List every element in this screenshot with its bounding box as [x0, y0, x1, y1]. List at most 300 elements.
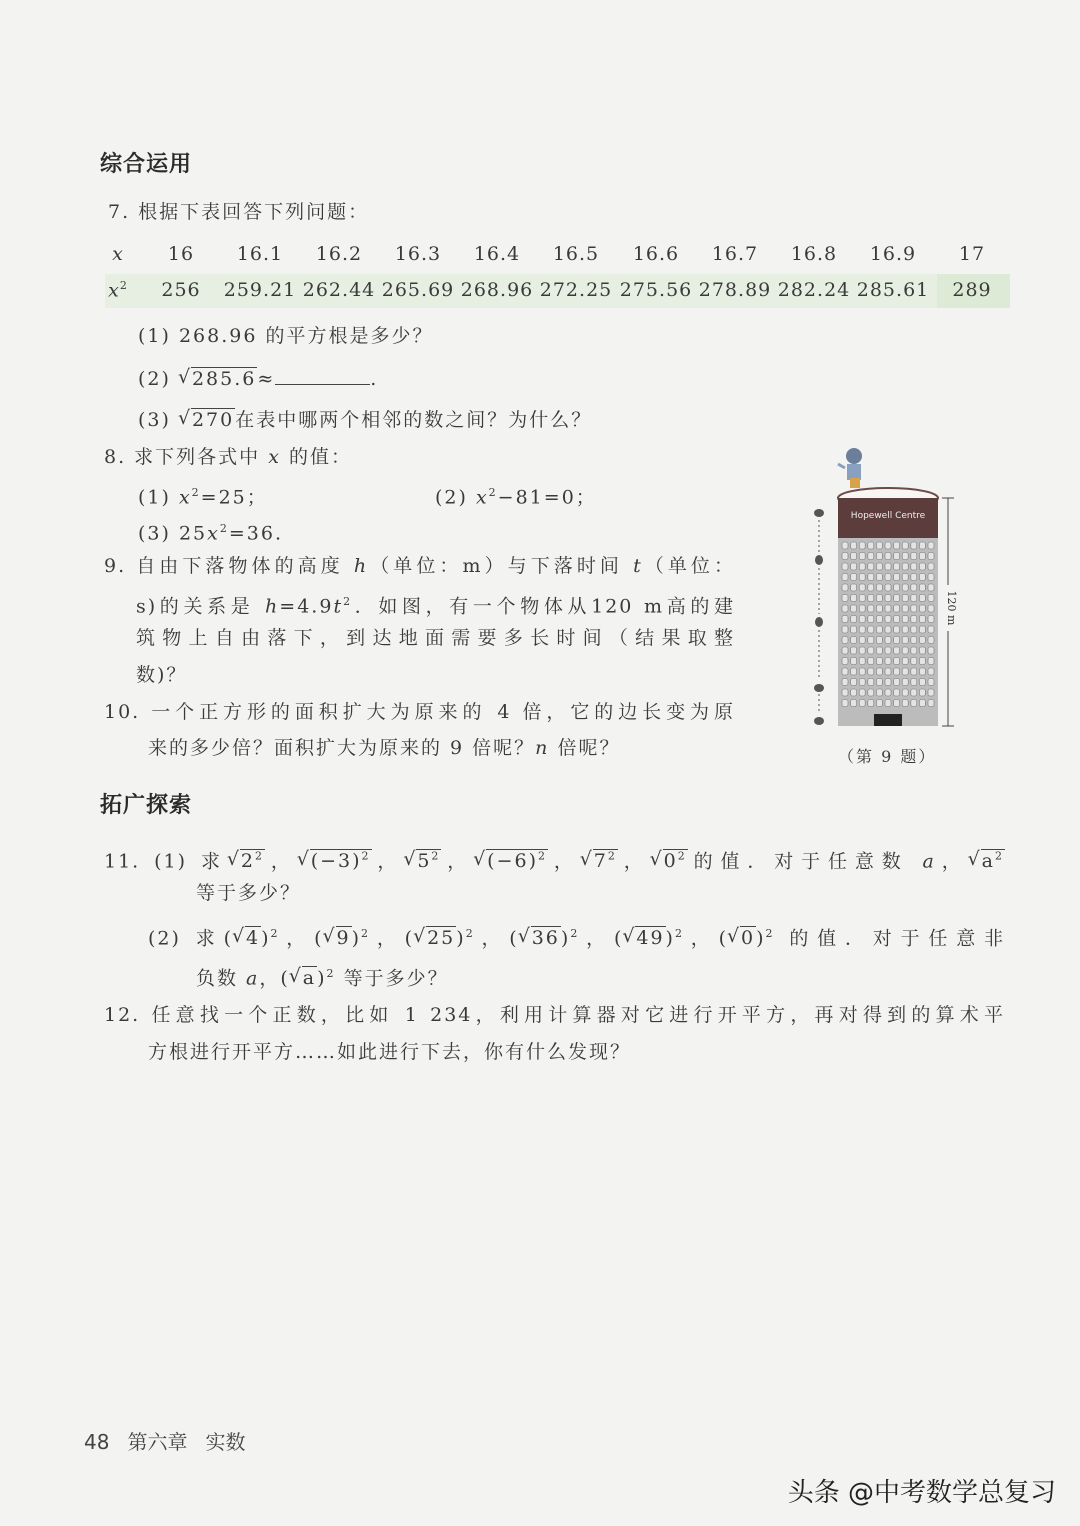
window	[919, 605, 925, 612]
window	[859, 584, 865, 591]
window	[859, 668, 865, 675]
text: 的值：	[280, 446, 352, 468]
window	[842, 584, 848, 591]
window	[885, 647, 891, 654]
window	[868, 647, 874, 654]
window	[851, 563, 857, 570]
table-cell-x: 16.5	[552, 243, 600, 265]
row-label-x: x	[112, 243, 124, 265]
window	[842, 553, 848, 560]
text: (3)	[138, 409, 179, 431]
window	[894, 679, 900, 686]
exponent: 2	[219, 522, 229, 535]
radicand: a	[302, 967, 317, 990]
window	[851, 658, 857, 665]
radicand: 270	[191, 409, 235, 431]
height-dimension	[941, 498, 958, 726]
table-cell-x-squared: 262.44	[302, 279, 376, 301]
window	[851, 668, 857, 675]
table-cell-x: 16.9	[869, 243, 917, 265]
window	[911, 668, 917, 675]
window	[876, 616, 882, 623]
text: )	[560, 927, 571, 950]
window	[876, 637, 882, 644]
window	[859, 626, 865, 633]
window	[842, 647, 848, 654]
window	[911, 605, 917, 612]
window	[894, 616, 900, 623]
table-cell-x: 16	[167, 243, 195, 265]
window	[885, 563, 891, 570]
table-cell-x-squared: 275.56	[619, 279, 693, 301]
window	[851, 637, 857, 644]
window	[851, 689, 857, 696]
chapter-label: 第六章	[127, 1430, 188, 1454]
window	[911, 553, 917, 560]
window	[919, 616, 925, 623]
row-label-x-squared	[108, 279, 128, 301]
window	[842, 595, 848, 602]
text: 倍呢？	[549, 737, 621, 759]
radicand: (−6)	[487, 850, 539, 873]
page-footer	[84, 1426, 263, 1455]
window	[851, 679, 857, 686]
text: 10. 一个正方形的面积扩大为原来的 4 倍，它的边长变为原	[104, 701, 735, 723]
window	[859, 553, 865, 560]
window	[868, 700, 874, 707]
window	[851, 616, 857, 623]
radicand: 36	[531, 927, 560, 950]
window	[859, 574, 865, 581]
square-root	[531, 926, 561, 949]
exponent: 2	[674, 927, 684, 940]
square-root	[486, 849, 548, 872]
window	[894, 574, 900, 581]
window	[851, 595, 857, 602]
square-root	[981, 849, 1005, 872]
text: (1)	[138, 486, 179, 509]
window	[859, 563, 865, 570]
window	[919, 563, 925, 570]
square-root	[426, 926, 456, 949]
text: )	[261, 927, 271, 950]
text: (3) 25	[138, 522, 208, 545]
text: 数)？	[136, 664, 188, 686]
window	[859, 637, 865, 644]
text: 8. 求下列各式中	[104, 446, 269, 468]
variable: h	[353, 555, 369, 577]
radicand: 9	[336, 927, 351, 950]
falling-object-icon	[814, 509, 824, 725]
text-line	[138, 324, 433, 348]
window	[842, 626, 848, 633]
window	[885, 605, 891, 612]
window	[876, 595, 882, 602]
text-line	[104, 1003, 1005, 1027]
window	[842, 616, 848, 623]
window	[868, 689, 874, 696]
table-cell-x-squared: 259.21	[223, 279, 297, 301]
window	[876, 553, 882, 560]
window	[859, 542, 865, 549]
building-label: Hopewell Centre	[850, 511, 926, 521]
window	[902, 584, 908, 591]
square-root	[240, 849, 265, 872]
text: 9. 自由下落物体的高度	[104, 555, 354, 577]
window	[919, 553, 925, 560]
radicand: 49	[636, 927, 665, 950]
window	[868, 595, 874, 602]
window	[859, 689, 865, 696]
text: )	[456, 927, 466, 950]
exponent: 2	[488, 486, 498, 499]
window	[894, 584, 900, 591]
text-line	[104, 845, 1005, 873]
window	[842, 542, 848, 549]
square-root	[663, 849, 688, 872]
window	[894, 553, 900, 560]
window	[868, 553, 874, 560]
window	[919, 626, 925, 633]
window	[911, 647, 917, 654]
window	[919, 668, 925, 675]
window	[911, 616, 917, 623]
exponent: 2	[538, 850, 548, 863]
table-cell-x: 16.3	[394, 243, 442, 265]
exponent: 2	[465, 927, 475, 940]
square-root	[416, 849, 441, 872]
window	[902, 689, 908, 696]
window	[885, 616, 891, 623]
text: ．如图，有一个物体从120 m高的建	[352, 595, 735, 618]
window	[911, 626, 917, 633]
window	[902, 658, 908, 665]
text-line	[435, 481, 597, 509]
exponent: 2	[326, 967, 336, 980]
section-title-extension: 拓广探索	[100, 793, 193, 818]
text: ，(	[474, 927, 519, 950]
table-cell-x: 16.4	[473, 243, 521, 265]
text: 的值．对于任意数	[687, 850, 923, 873]
figure-caption: （第 9 题）	[838, 747, 937, 766]
text-line	[196, 962, 449, 990]
exponent: 2	[607, 850, 617, 863]
window	[928, 616, 934, 623]
exponent: 2	[254, 850, 264, 863]
variable: x	[268, 446, 281, 468]
text: ，	[935, 850, 969, 873]
window	[894, 700, 900, 707]
table-cell-x-squared: 282.24	[777, 279, 851, 301]
window	[842, 574, 848, 581]
exponent: 2	[570, 927, 580, 940]
section-title-comprehensive: 综合运用	[100, 152, 193, 177]
exponent: 2	[191, 486, 201, 499]
exponent: 2	[765, 927, 775, 940]
exponent: 2	[270, 927, 280, 940]
table-cell-x-squared: 256	[161, 279, 201, 301]
text: ，(	[579, 927, 624, 950]
table-row-x-squared	[105, 274, 1010, 308]
text-line	[104, 445, 352, 469]
height-label: 120 m	[945, 590, 958, 626]
text: ，	[548, 850, 581, 873]
window	[876, 700, 882, 707]
text: 来的多少倍？面积扩大为原来的 9 倍呢？	[148, 737, 536, 759]
window	[885, 679, 891, 686]
text: （单位：m）与下落时间	[368, 555, 634, 577]
text: )	[351, 927, 362, 950]
square-root	[336, 926, 352, 949]
window	[885, 542, 891, 549]
window	[911, 689, 917, 696]
window	[902, 542, 908, 549]
text: 7. 根据下表回答下列问题：	[108, 201, 370, 223]
window	[842, 563, 848, 570]
text-line	[104, 700, 735, 724]
window	[868, 668, 874, 675]
window	[911, 574, 917, 581]
text-line	[148, 1040, 631, 1064]
window	[851, 626, 857, 633]
window	[851, 542, 857, 549]
window	[911, 637, 917, 644]
text: (1) 268.96 的平方根是多少？	[138, 325, 434, 347]
text: ，(	[370, 927, 415, 950]
window	[851, 647, 857, 654]
window	[894, 637, 900, 644]
window	[911, 658, 917, 665]
radicand: 285.6	[191, 368, 257, 390]
window	[868, 658, 874, 665]
text: 等于多少？	[335, 967, 449, 990]
table-cell-x-squared: 278.89	[698, 279, 772, 301]
window	[928, 553, 934, 560]
window	[876, 679, 882, 686]
radicand: 2	[240, 850, 255, 873]
text: （单位：	[642, 555, 735, 577]
text-line	[104, 554, 735, 578]
text: ，(	[259, 967, 290, 990]
window	[928, 647, 934, 654]
window	[851, 553, 857, 560]
text: 11. (1) 求	[104, 850, 228, 873]
text: 的值．对于任意非	[774, 927, 1005, 950]
window	[859, 605, 865, 612]
window	[919, 574, 925, 581]
window	[876, 658, 882, 665]
window	[842, 605, 848, 612]
radicand: a	[981, 850, 995, 873]
radicand: 25	[427, 927, 456, 950]
window	[902, 595, 908, 602]
text: (2)	[138, 368, 179, 390]
text: (2) 求(	[148, 927, 233, 950]
window	[894, 647, 900, 654]
sup: 2	[119, 279, 128, 292]
window	[868, 616, 874, 623]
text: 在表中哪两个相邻的数之间？为什么？	[235, 409, 593, 431]
table-cell-x-squared: 265.69	[381, 279, 455, 301]
page-number: 48	[84, 1430, 110, 1454]
table-cell-x: 16.1	[236, 243, 284, 265]
text-line	[136, 590, 735, 618]
text-line	[138, 481, 268, 509]
window	[885, 553, 891, 560]
text: ，	[371, 850, 405, 873]
window	[868, 605, 874, 612]
text-line	[136, 663, 187, 687]
window	[928, 605, 934, 612]
text: ，(	[683, 927, 728, 950]
variable: t	[333, 595, 344, 618]
table-cell-x-squared: 268.96	[460, 279, 534, 301]
window	[902, 553, 908, 560]
window	[885, 637, 891, 644]
variable: a	[922, 850, 936, 873]
square-root	[310, 849, 372, 872]
building-figure	[800, 440, 960, 740]
radicand: 5	[417, 850, 432, 873]
window	[919, 658, 925, 665]
window	[928, 626, 934, 633]
window	[919, 542, 925, 549]
window	[894, 605, 900, 612]
window	[859, 595, 865, 602]
window	[859, 700, 865, 707]
window	[911, 563, 917, 570]
window	[876, 563, 882, 570]
exponent: 2	[343, 595, 353, 608]
table-cell-x-squared: 285.61	[856, 279, 930, 301]
text: (2)	[435, 486, 476, 509]
window	[859, 616, 865, 623]
window	[902, 563, 908, 570]
square-root	[302, 966, 317, 989]
text: ≈	[257, 368, 276, 390]
window	[902, 574, 908, 581]
square-root	[245, 926, 261, 949]
exponent: 2	[361, 927, 371, 940]
text-line	[138, 517, 283, 545]
variable: x	[178, 486, 192, 509]
window	[868, 584, 874, 591]
text: =25；	[200, 486, 268, 509]
text-line	[136, 626, 735, 650]
window	[894, 689, 900, 696]
window	[851, 605, 857, 612]
window	[919, 637, 925, 644]
window	[919, 700, 925, 707]
window	[928, 679, 934, 686]
table-row-x	[105, 238, 1010, 272]
variable: n	[535, 737, 550, 759]
window	[876, 584, 882, 591]
window	[842, 658, 848, 665]
window	[851, 700, 857, 707]
x-var: x	[108, 279, 120, 302]
square-root	[191, 367, 257, 390]
window	[902, 700, 908, 707]
text: s)的关系是	[136, 595, 266, 618]
window	[902, 605, 908, 612]
text: 筑物上自由落下，到达地面需要多长时间（结果取整	[136, 627, 735, 649]
window	[928, 574, 934, 581]
window	[885, 700, 891, 707]
text: 12. 任意找一个正数，比如 1 234，利用计算器对它进行开平方，再对得到的算术平	[104, 1004, 1005, 1026]
window	[876, 626, 882, 633]
text-line	[138, 408, 592, 432]
text: ，(	[279, 927, 324, 950]
text: ，	[441, 850, 475, 873]
window	[868, 574, 874, 581]
text: 负数	[196, 967, 247, 990]
window	[842, 700, 848, 707]
window	[902, 637, 908, 644]
window	[885, 626, 891, 633]
person-icon	[838, 448, 862, 488]
variable: t	[633, 555, 643, 577]
window	[842, 689, 848, 696]
window	[919, 679, 925, 686]
window	[928, 668, 934, 675]
exponent: 2	[361, 850, 371, 863]
chapter-title: 实数	[205, 1430, 246, 1454]
exponent: 2	[994, 850, 1004, 863]
window	[885, 689, 891, 696]
window	[894, 563, 900, 570]
window	[868, 637, 874, 644]
window	[885, 574, 891, 581]
variable: x	[475, 486, 489, 509]
window	[902, 647, 908, 654]
window	[876, 689, 882, 696]
window	[868, 563, 874, 570]
window	[919, 647, 925, 654]
window	[928, 700, 934, 707]
window	[894, 595, 900, 602]
text: .	[370, 368, 379, 390]
table-cell-x-squared: 289	[952, 279, 992, 301]
window	[851, 574, 857, 581]
variable: x	[207, 522, 220, 545]
window	[859, 658, 865, 665]
window	[911, 542, 917, 549]
window	[876, 574, 882, 581]
window	[928, 563, 934, 570]
window	[911, 595, 917, 602]
window	[928, 542, 934, 549]
text-line	[138, 366, 378, 391]
radicand: 0	[663, 850, 678, 873]
table-cell-x: 16.7	[711, 243, 759, 265]
window	[876, 668, 882, 675]
window	[885, 595, 891, 602]
radicand: 7	[593, 850, 608, 873]
window	[885, 668, 891, 675]
variable: a	[246, 967, 260, 990]
text: 方根进行开平方……如此进行下去，你有什么发现？	[148, 1041, 632, 1063]
window	[919, 584, 925, 591]
window	[868, 626, 874, 633]
window	[902, 668, 908, 675]
text: 等于多少？	[196, 882, 302, 904]
text: =4.9	[279, 595, 334, 618]
window	[928, 689, 934, 696]
window	[911, 700, 917, 707]
window	[894, 658, 900, 665]
window	[876, 647, 882, 654]
